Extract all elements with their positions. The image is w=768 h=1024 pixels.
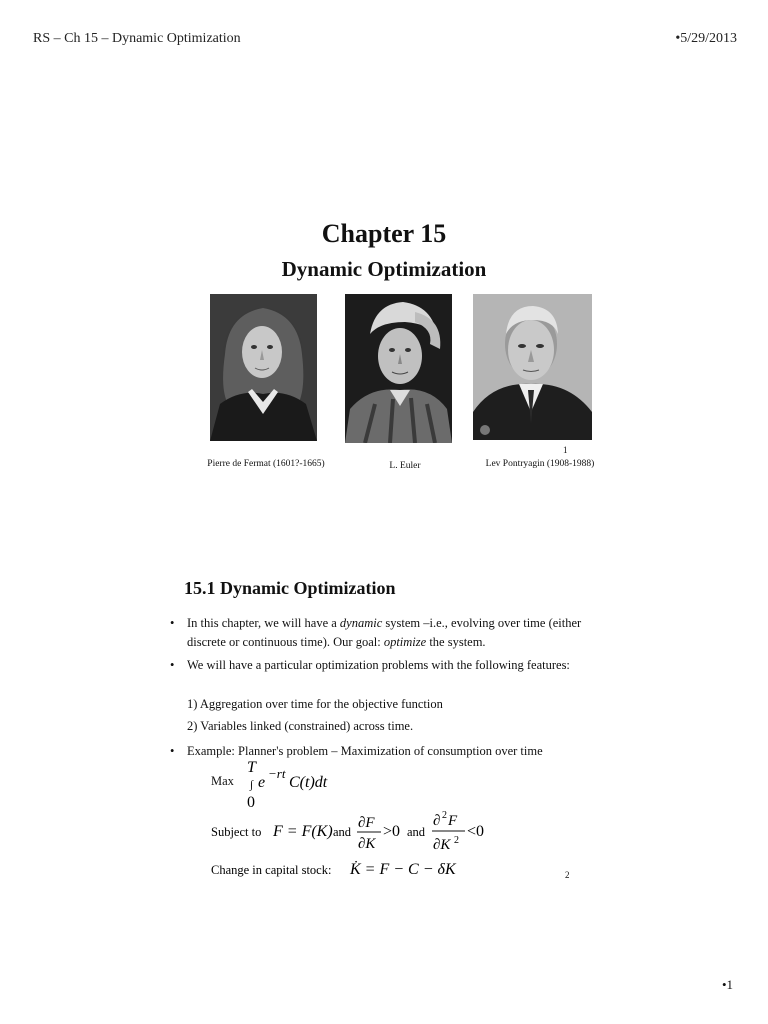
- integral-exponent: −rt: [268, 766, 286, 781]
- integral-rest: C(t)dt: [289, 774, 328, 791]
- fermat-portrait: [210, 294, 317, 441]
- max-label: Max: [211, 774, 234, 788]
- derivative-denominator: ∂K: [358, 836, 376, 852]
- fermat-caption: Pierre de Fermat (1601?-1665): [207, 459, 325, 469]
- pontryagin-caption: Lev Pontryagin (1908-1988): [485, 459, 595, 469]
- capital-stock-equation: [211, 858, 511, 882]
- bullet-icon: •: [170, 744, 175, 758]
- bullet-text: Example: Planner's problem – Maximization of consumption over time: [187, 744, 543, 758]
- derivative-condition: >0: [383, 823, 401, 840]
- bullet-text: We will have a particular optimization problems with the following features:: [187, 658, 570, 672]
- derivative-numerator: ∂F: [358, 815, 375, 831]
- and-label-1: and: [333, 825, 352, 839]
- production-function: F = F(K): [273, 823, 333, 840]
- svg-text:F: F: [448, 813, 458, 829]
- integral-lower-limit: 0: [247, 794, 255, 811]
- section-title: 15.1 Dynamic Optimization: [184, 578, 396, 598]
- pontryagin-portrait: [473, 294, 592, 440]
- integral-body: e: [258, 774, 266, 791]
- integral-upper-limit: T: [247, 759, 256, 776]
- chapter-title: Chapter 15: [321, 219, 447, 248]
- feature-item-1: 1) Aggregation over time for the objective function: [187, 697, 443, 711]
- euler-portrait: [345, 294, 452, 443]
- euler-caption: L. Euler: [389, 461, 421, 471]
- constraint-equation: [211, 808, 551, 858]
- svg-text:2: 2: [454, 835, 459, 846]
- change-label: Change in capital stock:: [211, 863, 332, 877]
- slide-page-number: 1: [563, 445, 568, 455]
- second-derivative-condition: <0: [467, 823, 485, 840]
- footer-page-number: •1: [722, 977, 734, 992]
- integral-sign: ∫: [250, 779, 254, 791]
- svg-text:∂: ∂: [433, 813, 441, 829]
- objective-integral: [245, 757, 385, 813]
- bullet-icon: •: [170, 658, 175, 672]
- bullet-icon: •: [170, 616, 175, 630]
- header-date: •5/29/2013: [675, 31, 737, 46]
- bullet-text: In this chapter, we will have a dynamic system –i.e., evolving over time (either discrete or continuous time). Our goal: optimize the system.: [187, 616, 582, 649]
- capital-motion-law: K̇ = F − C − δK: [350, 861, 456, 878]
- svg-text:2: 2: [442, 810, 447, 821]
- and-label-2: and: [407, 825, 426, 839]
- feature-item-2: 2) Variables linked (constrained) across time.: [187, 719, 414, 733]
- svg-text:∂K: ∂K: [433, 837, 451, 853]
- chapter-subtitle: Dynamic Optimization: [281, 257, 487, 281]
- slide-page-number: 2: [565, 870, 570, 880]
- subject-to-label: Subject to: [211, 825, 262, 839]
- header-title: RS – Ch 15 – Dynamic Optimization: [33, 31, 241, 46]
